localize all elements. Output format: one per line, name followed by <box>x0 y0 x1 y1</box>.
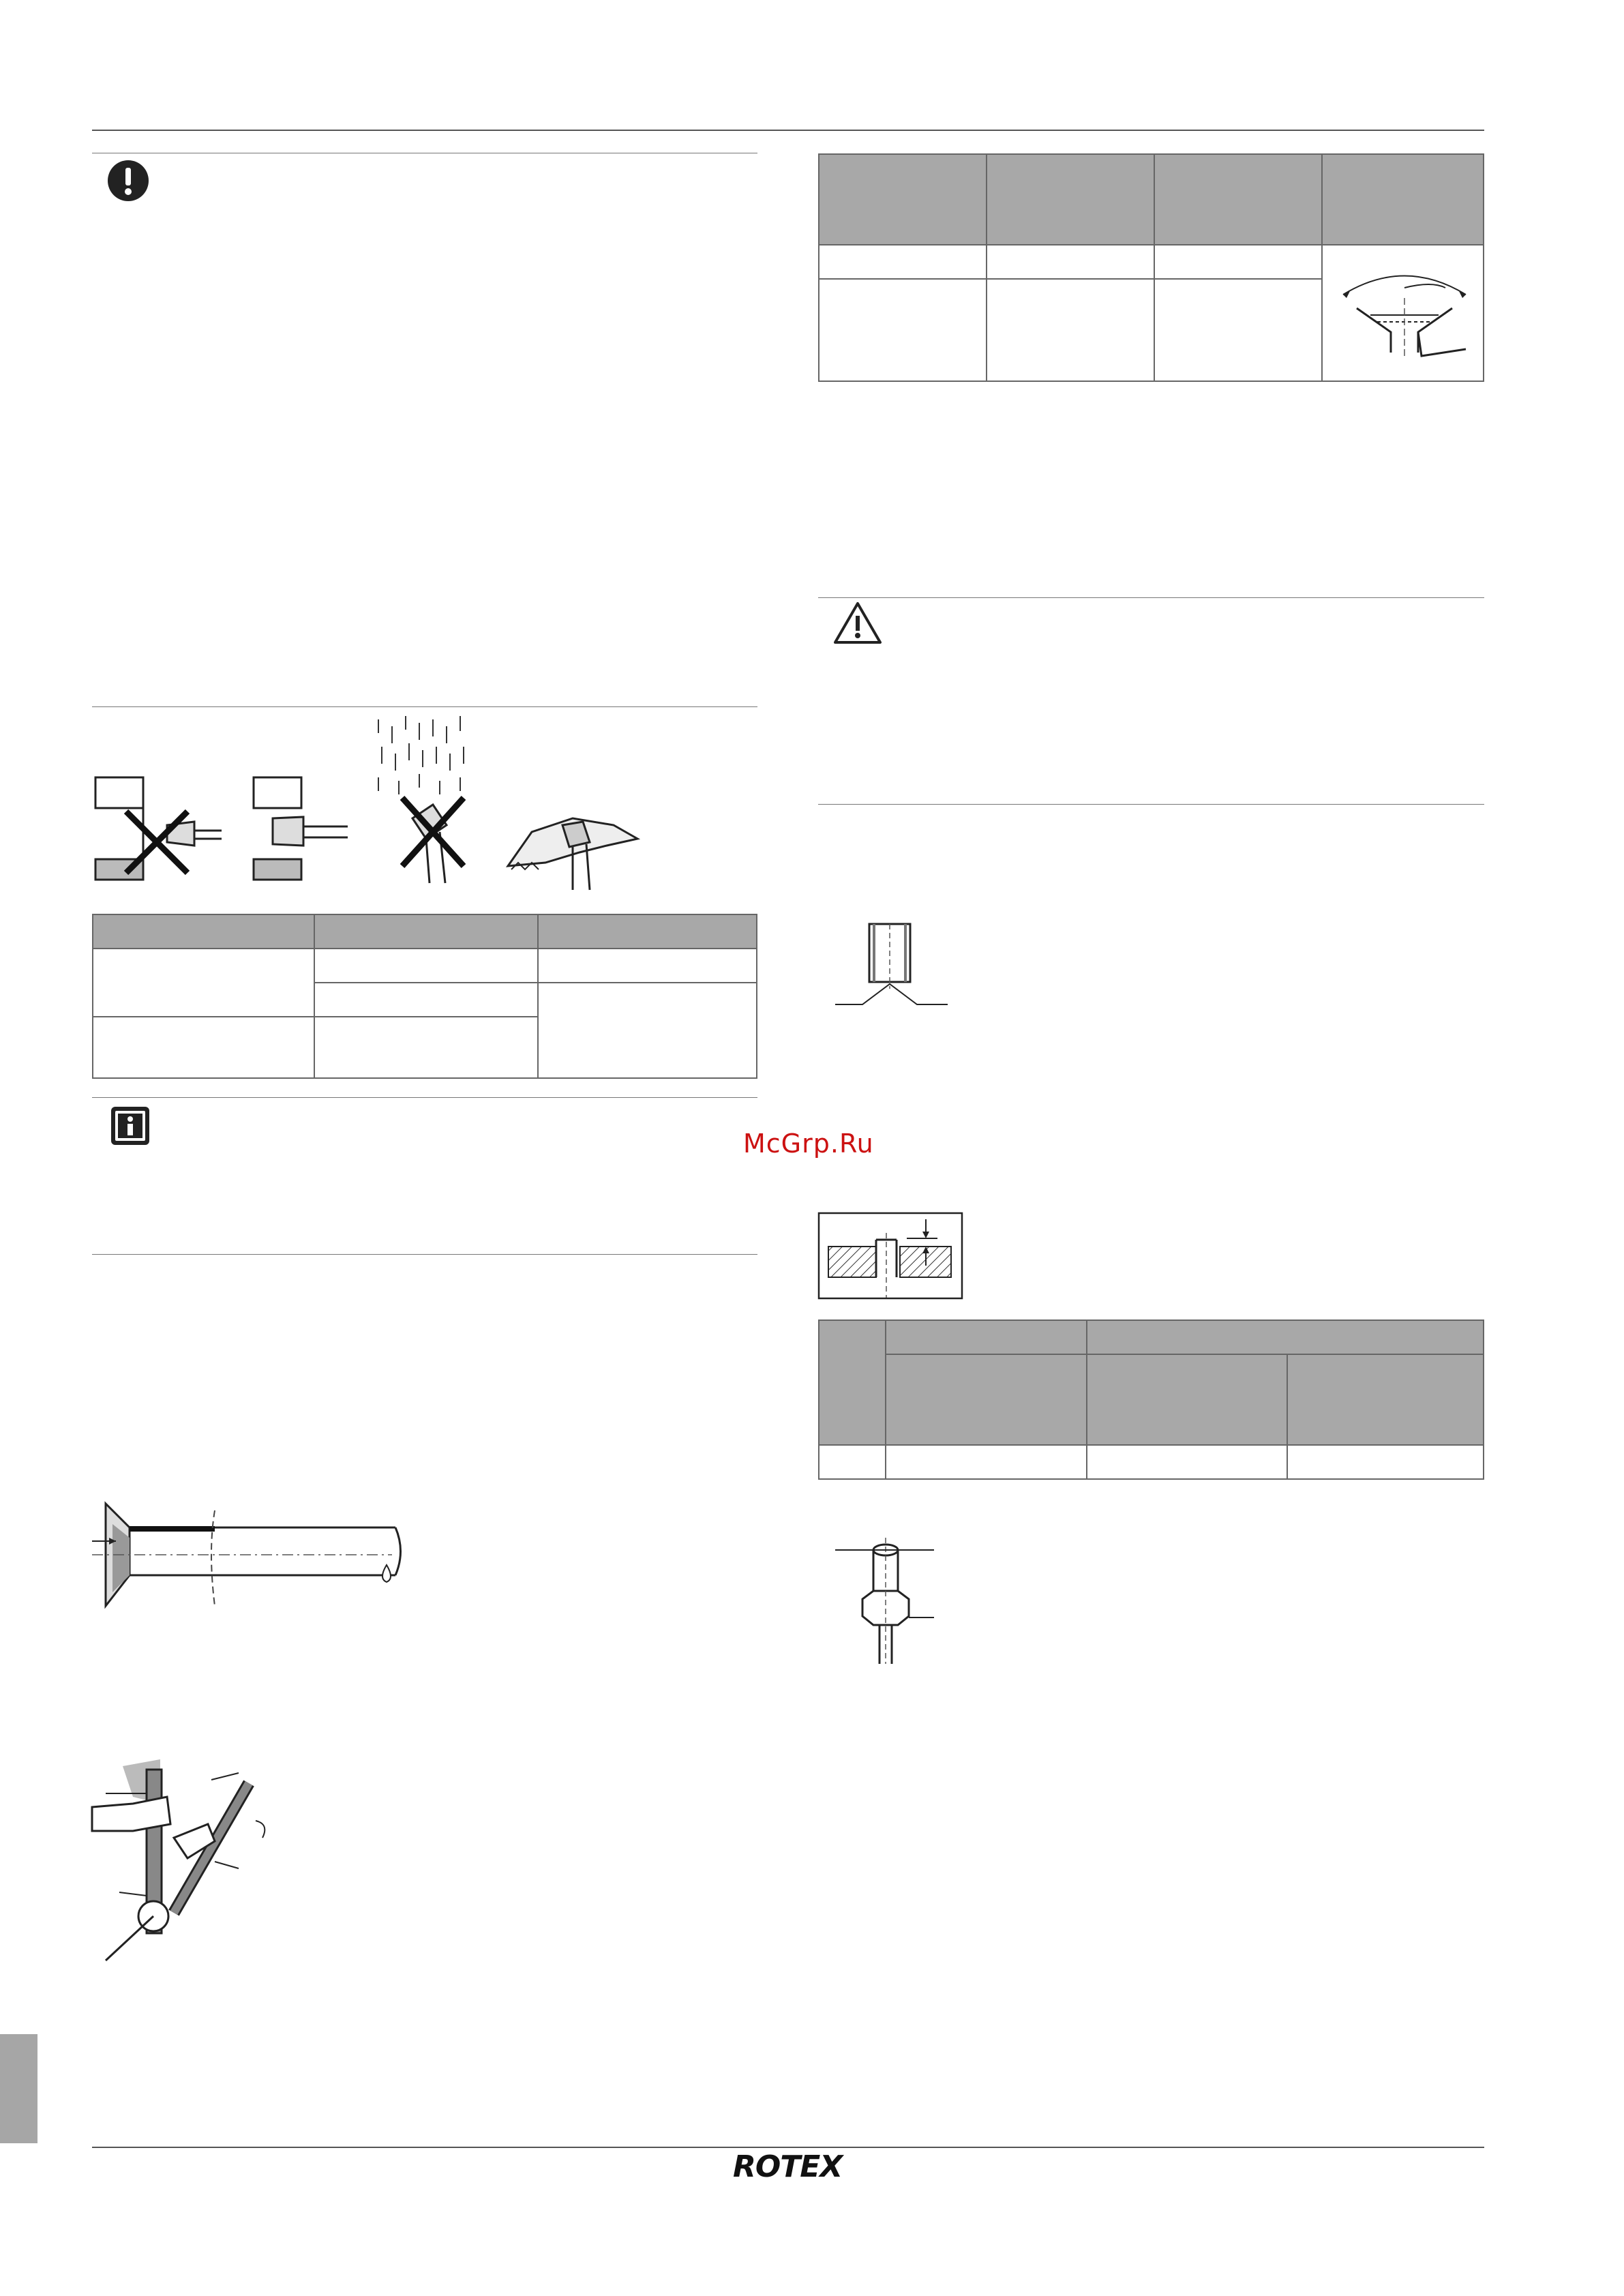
pipe-cut-drawing <box>832 924 954 1006</box>
flared-pipe-drawing <box>92 1497 406 1616</box>
warning-box-top-rule <box>818 597 1484 598</box>
side-tab <box>0 2034 37 2143</box>
info-box-bottom-rule <box>92 1254 757 1255</box>
header-rule <box>92 130 1484 131</box>
brand-logo: ROTEX <box>733 2149 843 2184</box>
two-wrenches-drawing <box>92 1756 276 1960</box>
exclamation-circle-icon <box>106 158 151 203</box>
footer-rule <box>92 2147 1484 2148</box>
flare-nut-drawing <box>835 1538 944 1664</box>
left-spec-table <box>92 914 757 1079</box>
right-top-spec-table <box>818 153 1484 382</box>
flare-rain-crossed-illustration <box>372 716 481 893</box>
warning-triangle-icon <box>833 601 882 645</box>
right-bottom-spec-table <box>818 1320 1484 1480</box>
warning-box-bottom-rule <box>818 804 1484 805</box>
section-rule-1 <box>92 706 757 707</box>
flare-cloth-wrapped-illustration <box>505 805 641 893</box>
info-box-top-rule <box>92 1097 757 1098</box>
flare-angle-drawing <box>1329 257 1483 366</box>
info-icon <box>109 1105 151 1147</box>
flare-protrusion-drawing <box>818 1212 963 1299</box>
flare-wall-crossed-illustration <box>92 771 228 880</box>
flare-wall-ok-illustration <box>252 777 355 880</box>
watermark: McGrp.Ru <box>743 1129 874 1159</box>
